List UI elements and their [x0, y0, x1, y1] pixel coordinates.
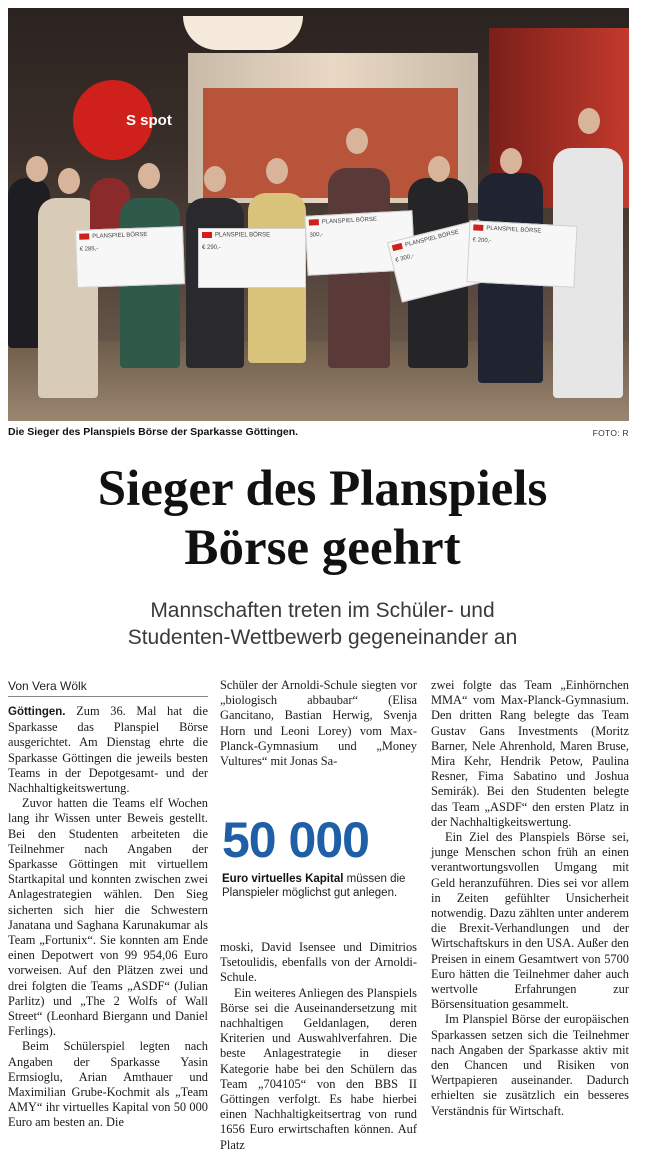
group-photo	[8, 8, 629, 421]
factbox-caption-text: müssen die Planspieler möglichst gut anlegen.	[222, 873, 406, 899]
photo-caption: Die Sieger des Planspiels Börse der Sparkasse Göttingen.	[8, 426, 299, 438]
paragraph: Im Planspiel Börse der europäischen Sparkassen setzen sich die Teilnehmer nach Angaben der Sparkasse aktiv mit den Chancen und Risiken von Wertpapieren auseinander. Dadurch erhielten sie zusätzlich ein besseres Verständnis für Wirtschaft.	[431, 1012, 629, 1118]
person-head	[578, 108, 600, 134]
prize-cheque: PLANSPIEL BÖRSE € 300,-	[387, 219, 494, 302]
article-column-1	[8, 704, 208, 1131]
sign-text: S spot	[126, 112, 172, 129]
prize-cheque: PLANSPIEL BÖRSE € 200,-	[466, 220, 577, 288]
paragraph	[8, 704, 208, 796]
factbox-number: 50 000	[222, 812, 369, 868]
person-head	[346, 128, 368, 154]
factbox-caption-bold: Euro virtuelles Kapital	[222, 873, 344, 885]
dateline: Göttingen.	[8, 706, 66, 718]
paragraph: zwei folgte das Team „Einhörnchen MMA“ vom Max-Planck-Gymnasium. Den dritten Rang belegte das Team Gustav Gans Investments (Moritz Barner, Nele Ahrenhold, Maren Bruse, Mira Kehr, Hendrik Petow, Paulina Resner, Fima Sabatino und Joshua Semirák). Bei den Studenten belegte das Team „ASDF“ den ersten Platz in der Nachhaltigkeitswertung.	[431, 678, 629, 829]
person-head	[204, 166, 226, 192]
byline-divider	[8, 696, 208, 697]
headline-line: Sieger des Planspiels	[97, 461, 548, 517]
person-head	[26, 156, 48, 182]
subheadline	[0, 597, 645, 651]
byline: Von Vera Wölk	[8, 679, 87, 693]
prize-cheque: PLANSPIEL BÖRSE € 290,-	[198, 228, 306, 288]
article-column-2-top	[220, 678, 417, 769]
subheadline-line: Mannschaften treten im Schüler- und	[150, 599, 495, 622]
person	[38, 198, 98, 398]
photo-credit: FOTO: R	[592, 428, 629, 438]
person-head	[58, 168, 80, 194]
paragraph-text: Zum 36. Mal hat die Sparkasse das Planspiel Börse ausgerichtet. Am Dienstag ehrte die Sparkasse Göttingen die jeweils besten Teams in der Depotgesamt- und der Nachhaltigkeitswertung.	[8, 704, 209, 796]
person-head	[138, 163, 160, 189]
article-column-2-bottom	[220, 940, 417, 1153]
ceiling-lamp	[183, 16, 303, 50]
person-head	[266, 158, 288, 184]
person-head	[500, 148, 522, 174]
paragraph: Ein Ziel des Planspiels Börse sei, junge Menschen schon früh an einen verantwortungsvollen Umgang mit Geld heranzuführen. Dies sei vor allem in Zeiten gefühlter Unsicherheit notwendig. Dazu zählten unter anderem die Brexit-Verhandlungen und der Wirtschaftskurs in den USA. Außer den Preisen in einem Gesamtwert von 5700 Euro hätten die Teilnehmer daher auch wertvolle Erfahrungen zur Börsensituation gesammelt.	[431, 830, 629, 1012]
paragraph: Beim Schülerspiel legten nach Angaben der Sparkasse Yasin Ermsioglu, Arian Amthauer und Maximilian Grube-Kochmit als „Team AMY“ ihr virtuelles Kapital von 50 000 Euro am besten an. Die	[8, 1039, 208, 1130]
prize-cheque: PLANSPIEL BÖRSE 300,-	[305, 210, 416, 276]
paragraph: Schüler der Arnoldi-Schule siegten vor „biologisch abbaubar“ (Elisa Gancitano, Bastian Herwig, Svenja Horn und Leoni Lorey) vom Max-Planck-Gymnasium und „Money Vultures“ mit Jonas Sa-	[220, 678, 417, 769]
prize-cheque: PLANSPIEL BÖRSE € 285,-	[75, 226, 185, 288]
paragraph: Zuvor hatten die Teams elf Wochen lang ihr Wissen unter Beweis gestellt. Bei den Studenten arbeiteten die Teilnehmer nach Angaben der Sparkasse Göttingen mit virtuellem Startkapital und konnten zwischen zwei Anlagestrategien wählen. Den Sieg sicherten sich hier die Schwestern Janatana und Saghana Karunakumar als Team „Fortunix“. Sie konnten am Ende einen Depotwert von 99 954,06 Euro vorweisen. Auf den Plätzen zwei und drei folgten die Teams „ASDF“ (Julian Parlitz) und „The 2 Wolfs of Wall Street“ (Leonhard Biergann und Daniel Ferlings).	[8, 796, 208, 1039]
article-column-3	[431, 678, 629, 1119]
person-head	[428, 156, 450, 182]
subheadline-line: Studenten-Wettbewerb gegeneinander an	[127, 626, 518, 649]
headline-line: Börse geehrt	[184, 520, 461, 576]
headline	[0, 460, 645, 578]
paragraph: moski, David Isensee und Dimitrios Tsetoulidis, ebenfalls von der Arnoldi-Schule.	[220, 940, 417, 985]
paragraph: Ein weiteres Anliegen des Planspiels Börse sei die Auseinandersetzung mit nachhaltigen Geldanlagen, deren Kriterien und Auswahlverfahren. Die beste Anlagestrategie in dieser Kategorie habe bei den Schülern das Team „704105“ von den BBS II Göttingen verfolgt. Es habe hierbei einen Nachhaltigkeitsertrag von rund 1656 Euro erwirtschaften können. Auf Platz	[220, 985, 417, 1152]
factbox-caption	[222, 872, 422, 900]
